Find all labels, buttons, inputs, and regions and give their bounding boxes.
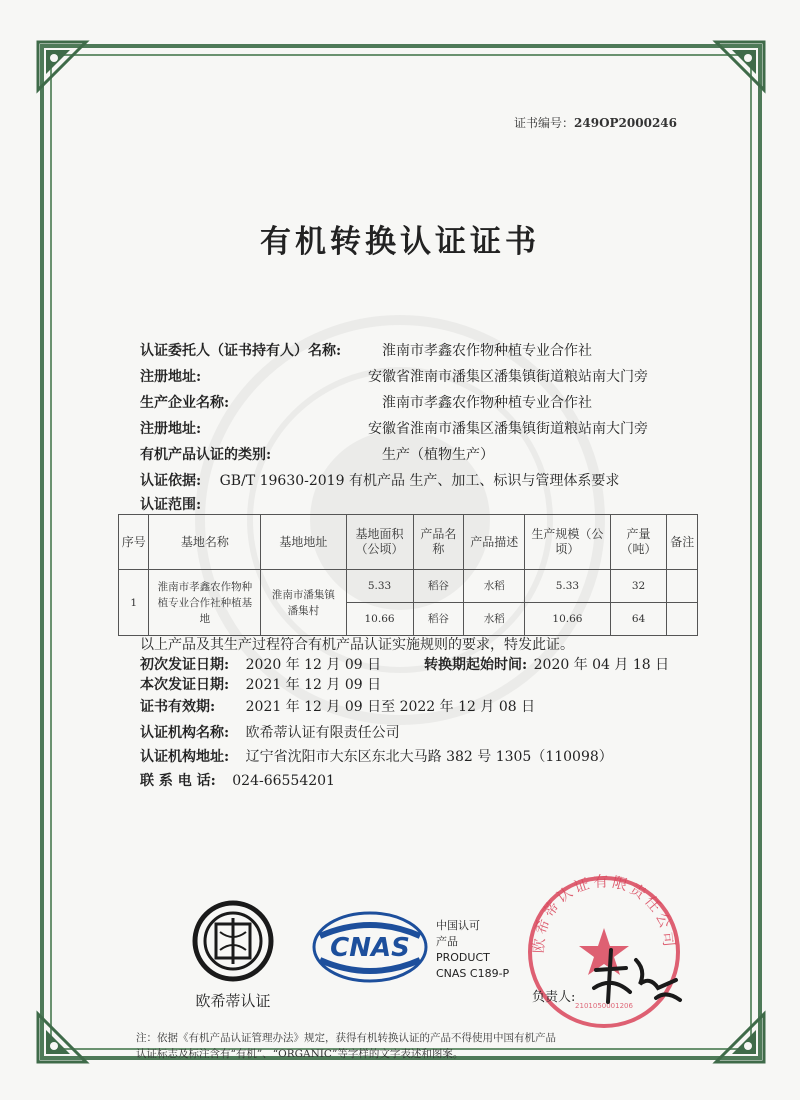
certificate-number-value: 249OP2000246 — [574, 116, 677, 130]
footnote-line: 注：依据《有机产品认证管理办法》规定，获得有机转换认证的产品不得使用中国有机产品 — [136, 1032, 556, 1044]
table-cell-note — [667, 570, 698, 603]
oct-logo-text: 欧希蒂认证 — [195, 992, 271, 1010]
footnote-line: 认证标志及标注含有“有机”、“ORGANIC”等字样的文字表述和图案。 — [136, 1048, 464, 1060]
field-value: 安徽省淮南市潘集区潘集镇街道粮站南大门旁 — [368, 421, 648, 437]
first-issue-date — [140, 654, 381, 674]
cert-body-phone — [140, 770, 335, 790]
seal-text: 欧希蒂认证有限责任公司 — [529, 872, 679, 954]
oct-logo — [178, 898, 288, 1008]
table-cell-yield: 32 — [610, 570, 667, 603]
table-header-cell: 产量（吨） — [610, 515, 667, 570]
table-cell-base-name: 淮南市孝鑫农作物种植专业合作社种植基地 — [149, 570, 261, 636]
cnas-line: PRODUCT — [436, 951, 490, 964]
table-cell-scale: 10.66 — [525, 603, 610, 636]
date-label: 转换期起始时间: — [424, 657, 528, 673]
field-standard — [140, 470, 619, 490]
footnote — [136, 1030, 556, 1062]
statement: 以上产品及其生产过程符合有机产品认证实施规则的要求，特发此证。 — [140, 637, 574, 653]
field-label: 注册地址: — [140, 421, 202, 437]
seal-number: 2101050001206 — [575, 1002, 633, 1010]
cnas-line: 中国认可 — [436, 919, 480, 932]
field-value: GB/T 19630-2019 有机产品 生产、加工、标识与管理体系要求 — [219, 473, 620, 489]
table-header-cell: 产品描述 — [464, 515, 525, 570]
cnas-mark: CNAS — [330, 933, 410, 963]
table-cell-area: 5.33 — [346, 570, 413, 603]
field-label: 认证范围: — [140, 497, 202, 513]
table-header-cell: 序号 — [119, 515, 149, 570]
cnas-logo-icon — [310, 910, 430, 984]
field-value: 生产（植物生产） — [382, 447, 494, 463]
date-label: 本次发证日期: — [140, 677, 230, 693]
cnas-line: CNAS C189-P — [436, 967, 510, 980]
date-value: 2020 年 04 月 18 日 — [533, 657, 670, 673]
field-label: 有机产品认证的类别: — [140, 447, 272, 463]
date-label: 证书有效期: — [140, 699, 216, 715]
table-cell-area: 10.66 — [346, 603, 413, 636]
field-category — [140, 444, 494, 464]
body-value: 辽宁省沈阳市大东区东北大马路 382 号 1305（110098） — [245, 749, 613, 765]
table-header-cell: 产品名称 — [413, 515, 464, 570]
date-value: 2021 年 12 月 09 日 — [245, 677, 382, 693]
conversion-start-date — [424, 654, 669, 674]
current-issue-date — [140, 674, 381, 694]
body-label: 认证机构地址: — [140, 749, 230, 765]
table-header-cell: 基地地址 — [261, 515, 346, 570]
body-label: 认证机构名称: — [140, 725, 230, 741]
certificate-title: 有机转换认证证书 — [260, 224, 540, 260]
corner-ornament-icon — [34, 38, 90, 94]
table-cell-product: 稻谷 — [413, 570, 464, 603]
date-label: 初次发证日期: — [140, 657, 230, 673]
table-header-cell: 备注 — [667, 515, 698, 570]
table-cell-product: 稻谷 — [413, 603, 464, 636]
field-label: 注册地址: — [140, 369, 202, 385]
field-label: 认证委托人（证书持有人）名称: — [140, 343, 342, 359]
field-producer-address — [140, 418, 700, 438]
cnas-caption — [436, 918, 509, 982]
table-header-row — [119, 515, 698, 570]
scope-table — [118, 514, 698, 636]
table-cell-scale: 5.33 — [525, 570, 610, 603]
table-cell-desc: 水稻 — [464, 603, 525, 636]
body-value: 024-66554201 — [232, 773, 335, 789]
field-label: 认证依据: — [140, 473, 202, 489]
date-value: 2020 年 12 月 09 日 — [245, 657, 382, 673]
cnas-line: 产品 — [436, 935, 458, 948]
handwritten-signature-icon — [586, 940, 686, 1010]
field-scope — [140, 494, 201, 514]
table-cell-note — [667, 603, 698, 636]
responsible-person-label: 负责人: — [532, 990, 576, 1005]
corner-ornament-icon — [34, 1010, 90, 1066]
field-label: 生产企业名称: — [140, 395, 230, 411]
body-label: 联 系 电 话: — [140, 773, 216, 789]
table-row — [119, 570, 698, 603]
certificate-number-label: 证书编号： — [514, 116, 575, 130]
cert-body-name — [140, 722, 400, 742]
corner-ornament-icon — [712, 1010, 768, 1066]
table-header-cell: 基地名称 — [149, 515, 261, 570]
field-value: 淮南市孝鑫农作物种植专业合作社 — [382, 343, 592, 359]
body-value: 欧希蒂认证有限责任公司 — [245, 725, 400, 741]
table-header-cell: 生产规模（公顷） — [525, 515, 610, 570]
field-producer-name — [140, 392, 592, 412]
table-cell-no: 1 — [119, 570, 149, 636]
oct-emblem-icon — [178, 898, 288, 984]
validity-period — [140, 696, 535, 716]
table-header-cell: 基地面积（公顷） — [346, 515, 413, 570]
cert-body-address — [140, 746, 613, 766]
table-cell-base-address: 淮南市潘集镇潘集村 — [261, 570, 346, 636]
field-client-name — [140, 340, 592, 360]
table-cell-yield: 64 — [610, 603, 667, 636]
field-client-address — [140, 366, 700, 386]
table-cell-desc: 水稻 — [464, 570, 525, 603]
corner-ornament-icon — [712, 38, 768, 94]
field-value: 淮南市孝鑫农作物种植专业合作社 — [382, 395, 592, 411]
certificate-number — [514, 114, 677, 131]
date-value: 2021 年 12 月 09 日至 2022 年 12 月 08 日 — [245, 699, 536, 715]
field-value: 安徽省淮南市潘集区潘集镇街道粮站南大门旁 — [368, 369, 648, 385]
